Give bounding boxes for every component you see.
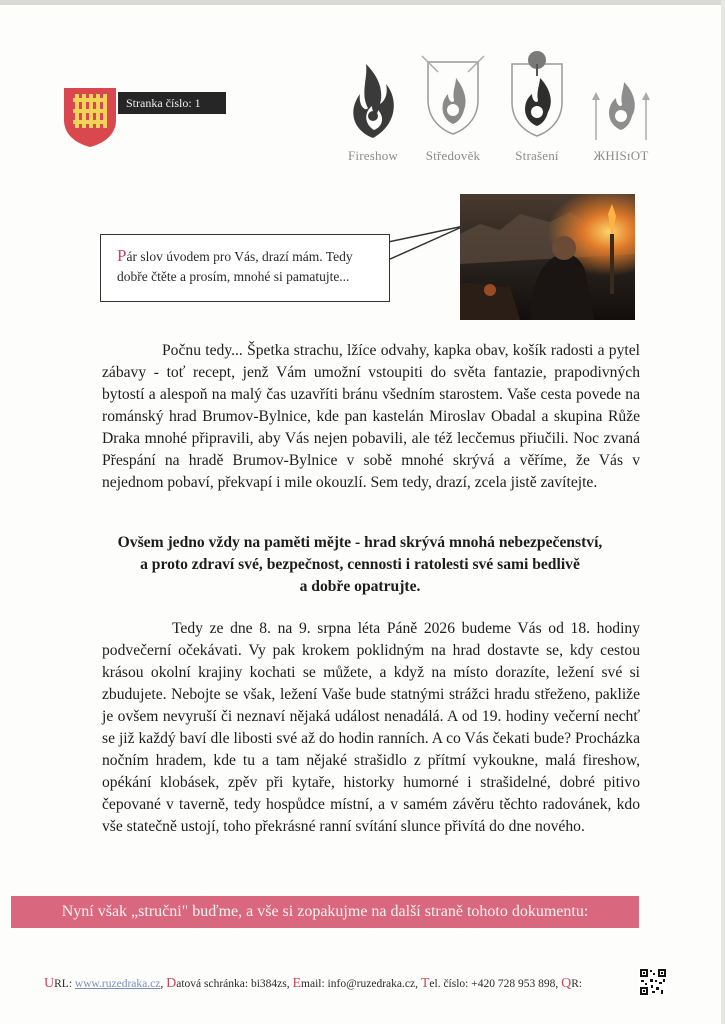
- stredovek-label: Středověk: [425, 148, 481, 163]
- warning-notice: [80, 532, 640, 598]
- qr-code-icon[interactable]: [639, 968, 667, 996]
- intro-speech-bubble: [100, 234, 390, 302]
- speech-initial: P: [117, 246, 127, 265]
- straseni-logo: [494, 50, 580, 170]
- fireshow-label: Fireshow: [348, 148, 398, 163]
- tree-flame-icon: [502, 50, 572, 140]
- warning-line-2: a proto zdraví své, bezpečnost, cennosti i ratolesti své sami bedlivě: [140, 556, 580, 573]
- page-right-edge: [721, 0, 725, 1024]
- speech-line-1: ár slov úvodem pro Vás, drazí mám. Tedy: [126, 249, 353, 264]
- intro-paragraph: Počnu tedy... Špetka strachu, lžíce odvahy, kapka obav, košík radosti a pytel zábavy - toť recept, jenž Vám umožní vstoupiti do světa fantazie, prapodivných bytostí a alespoň na malý čas uzavříti bránu všedním starostem. Vaše cesta povede na románský hrad Brumov-Bylnice, kde pan kastelán Miroslav Obadal a skupina Růže Draka mnohé připravili, aby Vás nejen pobavili, ale též lecčemus přiučili. Noc zvaná Přespání na hradě Brumov-Bylnice v sobě mnohé skrývá a věříme, že Vás v nejednom pobaví, překvapí i mile okouzlí. Sem tedy, drazí, zcela jistě zavítejte.: [102, 342, 640, 491]
- email-label: mail:: [301, 978, 328, 990]
- warning-line-1: Ovšem jedno vždy na paměti mějte - hrad skrývá mnohá nebezpečenství,: [117, 534, 603, 551]
- night-castle-photo: [460, 194, 635, 320]
- fireshow-logo: [330, 50, 416, 170]
- contact-footer: URL: www.ruzedraka.cz, Datová schránka: bi384zs, Email: info@ruzedraka.cz, Tel. číslo: +420 728 953 898, QR:: [44, 976, 583, 991]
- stredovek-logo: [410, 50, 496, 170]
- torch-flame-icon: [586, 50, 656, 140]
- email-value[interactable]: info@ruzedraka.cz: [327, 978, 416, 990]
- coat-of-arms-icon: [62, 86, 118, 148]
- historie-label: ЖHISɪOT: [593, 148, 649, 163]
- tel-initial: T: [420, 976, 430, 991]
- flame-icon: [338, 50, 408, 140]
- url-label: RL:: [54, 978, 75, 990]
- website-link[interactable]: www.ruzedraka.cz: [74, 978, 161, 990]
- ds-initial: D: [166, 976, 177, 991]
- url-initial: U: [44, 976, 55, 991]
- next-page-banner: Nyní však „stručni" buďme, a vše si zopakujme na další straně tohoto dokumentu:: [11, 896, 639, 928]
- warning-line-3: a dobře opatrujte.: [299, 578, 421, 595]
- ds-label: atová schránka:: [176, 978, 251, 990]
- ds-value: bi384zs: [250, 978, 287, 990]
- tel-value: +420 728 953 898: [471, 978, 556, 990]
- page-number-tag: Stranka číslo: 1: [118, 92, 226, 114]
- page-top-edge: [0, 0, 725, 5]
- shield-flame-icon: [418, 50, 488, 140]
- logo-strip: [330, 50, 660, 170]
- speech-pointer: [388, 222, 468, 274]
- speech-line-2: dobře čtěte a prosím, mnohé si pamatujte...: [117, 269, 350, 284]
- tel-label: el. číslo:: [429, 978, 472, 990]
- straseni-label: Strašení: [515, 148, 559, 163]
- qr-label: R:: [571, 978, 583, 990]
- qr-initial: Q: [561, 976, 572, 991]
- historie-logo: [578, 50, 664, 170]
- schedule-paragraph: Tedy ze dne 8. na 9. srpna léta Páně 2026 budeme Vás od 18. hodiny podvečerní očekávati. Vy pak krokem poklidným na hrad dostavte se, kdy cestou krásou okolní krajiny kochati se můžete, a když na místo dorazíte, ležení své si zbudujete. Nebojte se však, ležení Vaše bude statnými strážci hradu střeženo, pakliže je ovšem nevyruší či neznaví nějaká událost nenadálá. A od 19. hodiny večerní nechť se již každý baví dle libosti své až do hodin ranních. A co Vás čekati bude? Procházka nočním hradem, kde tu a tam nějaké strašidlo z přítmí vykoukne, malá fireshow, opékání klobásek, zpěv při kytaře, historky humorné i strašidelné, dobré pitivo čepované v taverně, tedy hospůdce místní, a v samém závěru těchto radovánek, kdo vše statečně ustojí, toho překrásné ranní svítání slunce přivítá do dne nového.: [102, 620, 640, 835]
- email-initial: E: [292, 976, 302, 991]
